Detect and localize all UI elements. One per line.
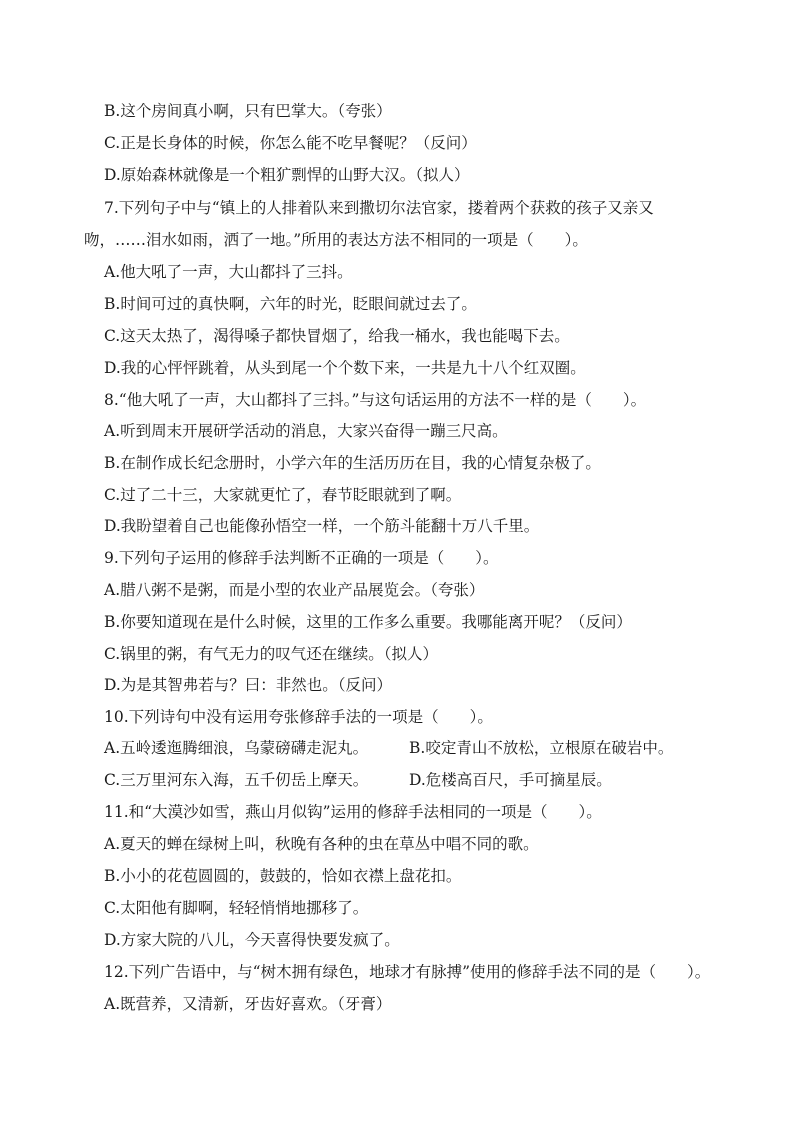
question-7-stem: 7.下列句子中与“镇上的人排着队来到撒切尔法官家，搂着两个获救的孩子又亲又 <box>104 199 654 217</box>
option-c: C.三万里河东入海，五千仞岳上摩天。 <box>104 771 369 789</box>
option-row <box>104 738 674 758</box>
question-10-stem: 10.下列诗句中没有运用夸张修辞手法的一项是（ ）。 <box>104 708 493 726</box>
option-line: C.锅里的粥，有气无力的叹气还在继续。（拟人） <box>104 645 438 663</box>
option-line: D.我的心怦怦跳着，从头到尾一个个数下来，一共是九十八个红双圈。 <box>104 359 586 377</box>
question-7-stem-continued: 吻，……泪水如雨，洒了一地。”所用的表达方法不相同的一项是（ ）。 <box>84 231 588 249</box>
option-line: D.我盼望着自己也能像孙悟空一样，一个筋斗能翻十万八千里。 <box>104 517 540 535</box>
option-line: B.在制作成长纪念册时，小学六年的生活历历在目，我的心情复杂极了。 <box>104 454 601 472</box>
question-8-stem: 8.“他大吼了一声，大山都抖了三抖。”与这句话运用的方法不一样的是（ ）。 <box>104 391 647 409</box>
option-line: A.既营养，又清新，牙齿好喜欢。（牙膏） <box>104 995 392 1013</box>
option-row <box>104 770 612 790</box>
option-line: B.时间可过的真快啊，六年的时光，眨眼间就过去了。 <box>104 295 477 313</box>
question-9-stem: 9.下列句子运用的修辞手法判断不正确的一项是（ ）。 <box>104 549 499 567</box>
question-11-stem: 11.和“大漠沙如雪，燕山月似钩”运用的修辞手法相同的一项是（ ）。 <box>104 803 602 821</box>
option-line: B.你要知道现在是什么时候，这里的工作多么重要。我哪能离开呢？（反问） <box>104 613 632 631</box>
option-line: D.原始森林就像是一个粗犷剽悍的山野大汉。（拟人） <box>104 166 470 184</box>
option-a: A.五岭逶迤腾细浪，乌蒙磅礴走泥丸。 <box>104 739 369 757</box>
option-line: A.听到周末开展研学活动的消息，大家兴奋得一蹦三尺高。 <box>104 422 508 440</box>
question-12-stem: 12.下列广告语中，与“树木拥有绿色，地球才有脉搏”使用的修辞手法不同的是（ ）。 <box>104 963 711 981</box>
option-line: A.他大吼了一声，大山都抖了三抖。 <box>104 263 353 281</box>
option-d: D.危楼高百尺，手可摘星辰。 <box>409 771 612 789</box>
option-line: B.这个房间真小啊，只有巴掌大。（夸张） <box>104 102 392 120</box>
option-b: B.咬定青山不放松，立根原在破岩中。 <box>409 739 674 757</box>
option-line: A.夏天的蝉在绿树上叫，秋晚有各种的虫在草丛中唱不同的歌。 <box>104 835 539 853</box>
option-line: D.为是其智弗若与？曰：非然也。（反问） <box>104 676 393 694</box>
option-line: A.腊八粥不是粥，而是小型的农业产品展览会。（夸张） <box>104 581 485 599</box>
option-line: B.小小的花苞圆圆的，鼓鼓的，恰如衣襟上盘花扣。 <box>104 867 462 885</box>
option-line: D.方家大院的八儿，今天喜得快要发疯了。 <box>104 931 400 949</box>
option-line: C.过了二十三，大家就更忙了，春节眨眼就到了啊。 <box>104 486 462 504</box>
option-line: C.太阳他有脚啊，轻轻悄悄地挪移了。 <box>104 899 369 917</box>
option-line: C.正是长身体的时候，你怎么能不吃早餐呢？（反问） <box>104 134 477 152</box>
option-line: C.这天太热了，渴得嗓子都快冒烟了，给我一桶水，我也能喝下去。 <box>104 327 570 345</box>
